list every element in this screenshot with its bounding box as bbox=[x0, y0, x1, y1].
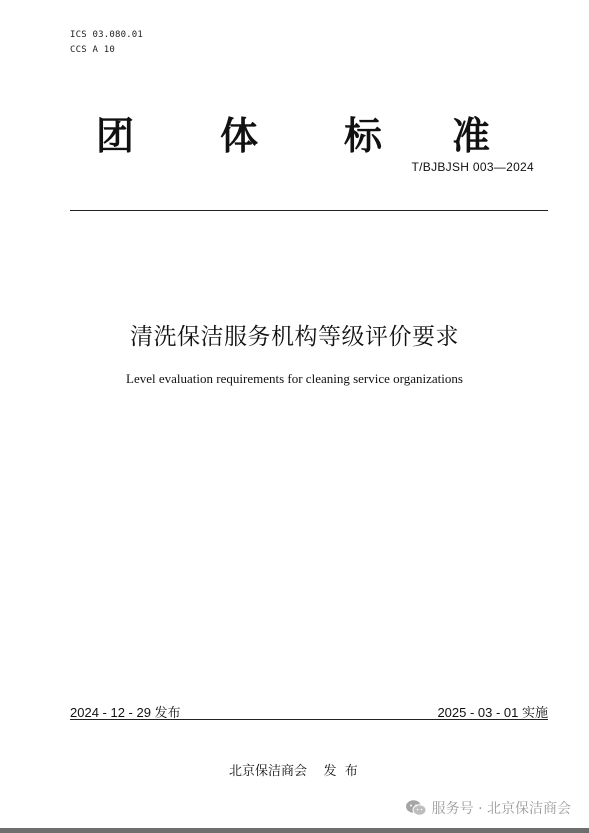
bottom-divider bbox=[70, 719, 548, 720]
top-divider bbox=[70, 210, 548, 211]
title-char: 准 bbox=[452, 113, 491, 158]
title-char: 标 bbox=[344, 113, 383, 158]
watermark bbox=[405, 798, 571, 818]
standard-code: T/BJBJSH 003—2024 bbox=[411, 160, 534, 174]
publish-date: 2024 - 12 - 29 发布 bbox=[70, 705, 181, 720]
ccs-code: CCS A 10 bbox=[70, 45, 115, 55]
english-title: Level evaluation requirements for cleaning service organizations bbox=[126, 371, 463, 386]
ics-code: ICS 03.080.01 bbox=[70, 30, 144, 40]
document-type-title bbox=[96, 110, 496, 162]
title-char: 体 bbox=[220, 113, 259, 158]
publisher: 北京保洁商会 发 布 bbox=[229, 764, 358, 779]
title-char: 团 bbox=[96, 113, 135, 158]
chinese-title: 清洗保洁服务机构等级评价要求 bbox=[130, 324, 459, 350]
wechat-icon bbox=[405, 799, 427, 817]
implement-date: 2025 - 03 - 01 实施 bbox=[437, 705, 548, 720]
watermark-text: 服务号 · 北京保洁商会 bbox=[431, 801, 571, 817]
page-bottom-edge bbox=[0, 828, 589, 833]
